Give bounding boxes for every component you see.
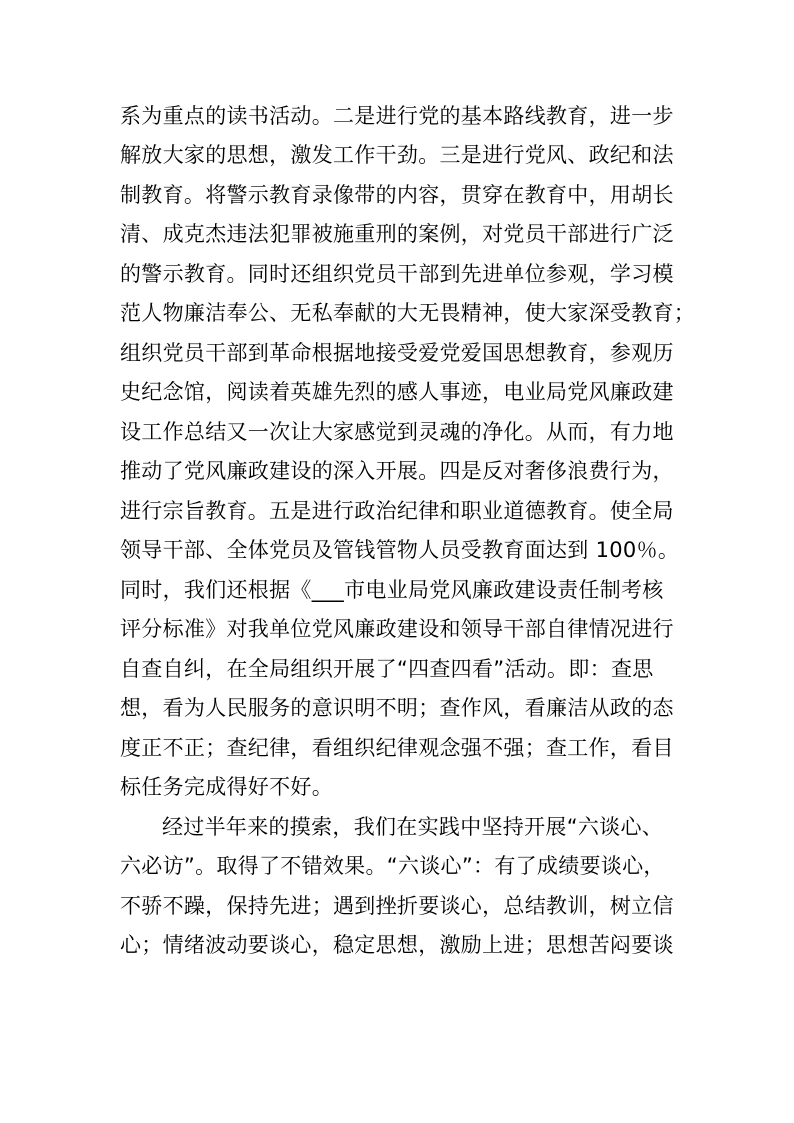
text-line: 的警示教育。同时还组织党员干部到先进单位参观，学习模 <box>120 262 674 286</box>
text-line: 制教育。将警示教育录像带的内容，贯穿在教育中，用胡长 <box>120 183 674 207</box>
text-line: 史纪念馆，阅读着英雄先烈的感人事迹，电业局党风廉政建 <box>120 380 674 404</box>
text-line: 进行宗旨教育。五是进行政治纪律和职业道德教育。使全局 <box>120 499 674 523</box>
text-line: 组织党员干部到革命根据地接受爱党爱国思想教育，参观历 <box>120 341 674 365</box>
text-line: 推动了党风廉政建设的深入开展。四是反对奢侈浪费行为， <box>120 459 674 483</box>
text-line: 清、成克杰违法犯罪被施重刑的案例，对党员干部进行广泛 <box>120 222 674 246</box>
text-line: 同时，我们还根据《___市电业局党风廉政建设责任制考核 <box>120 578 664 602</box>
text-line: 自查自纠，在全局组织开展了“四查四看”活动。即：查思 <box>120 657 654 681</box>
text-line: 六必访”。取得了不错效果。“六谈心”：有了成绩要谈心， <box>120 854 665 878</box>
text-line: 解放大家的思想，激发工作干劲。三是进行党风、政纪和法 <box>120 143 674 167</box>
text-line: 领导干部、全体党员及管钱管物人员受教育面达到 100％。 <box>120 538 680 562</box>
text-line: 心；情绪波动要谈心，稳定思想，激励上进；思想苦闷要谈 <box>120 933 674 957</box>
text-line: 想，看为人民服务的意识明不明；查作风，看廉洁从政的态 <box>120 696 674 720</box>
text-line: 范人物廉洁奉公、无私奉献的大无畏精神，使大家深受教育； <box>120 301 696 325</box>
text-line: 度正不正；查纪律，看组织纪律观念强不强；查工作，看目 <box>120 736 674 760</box>
text-line: 不骄不躁，保持先进；遇到挫折要谈心，总结教训，树立信 <box>120 894 674 918</box>
text-line: 经过半年来的摸索，我们在实践中坚持开展“六谈心、 <box>162 815 664 839</box>
text-line: 标任务完成得好不好。 <box>120 775 333 799</box>
text-line: 评分标准》对我单位党风廉政建设和领导干部自律情况进行 <box>120 617 674 641</box>
text-line: 系为重点的读书活动。二是进行党的基本路线教育，进一步 <box>120 104 674 128</box>
text-line: 设工作总结又一次让大家感觉到灵魂的净化。从而，有力地 <box>120 420 674 444</box>
